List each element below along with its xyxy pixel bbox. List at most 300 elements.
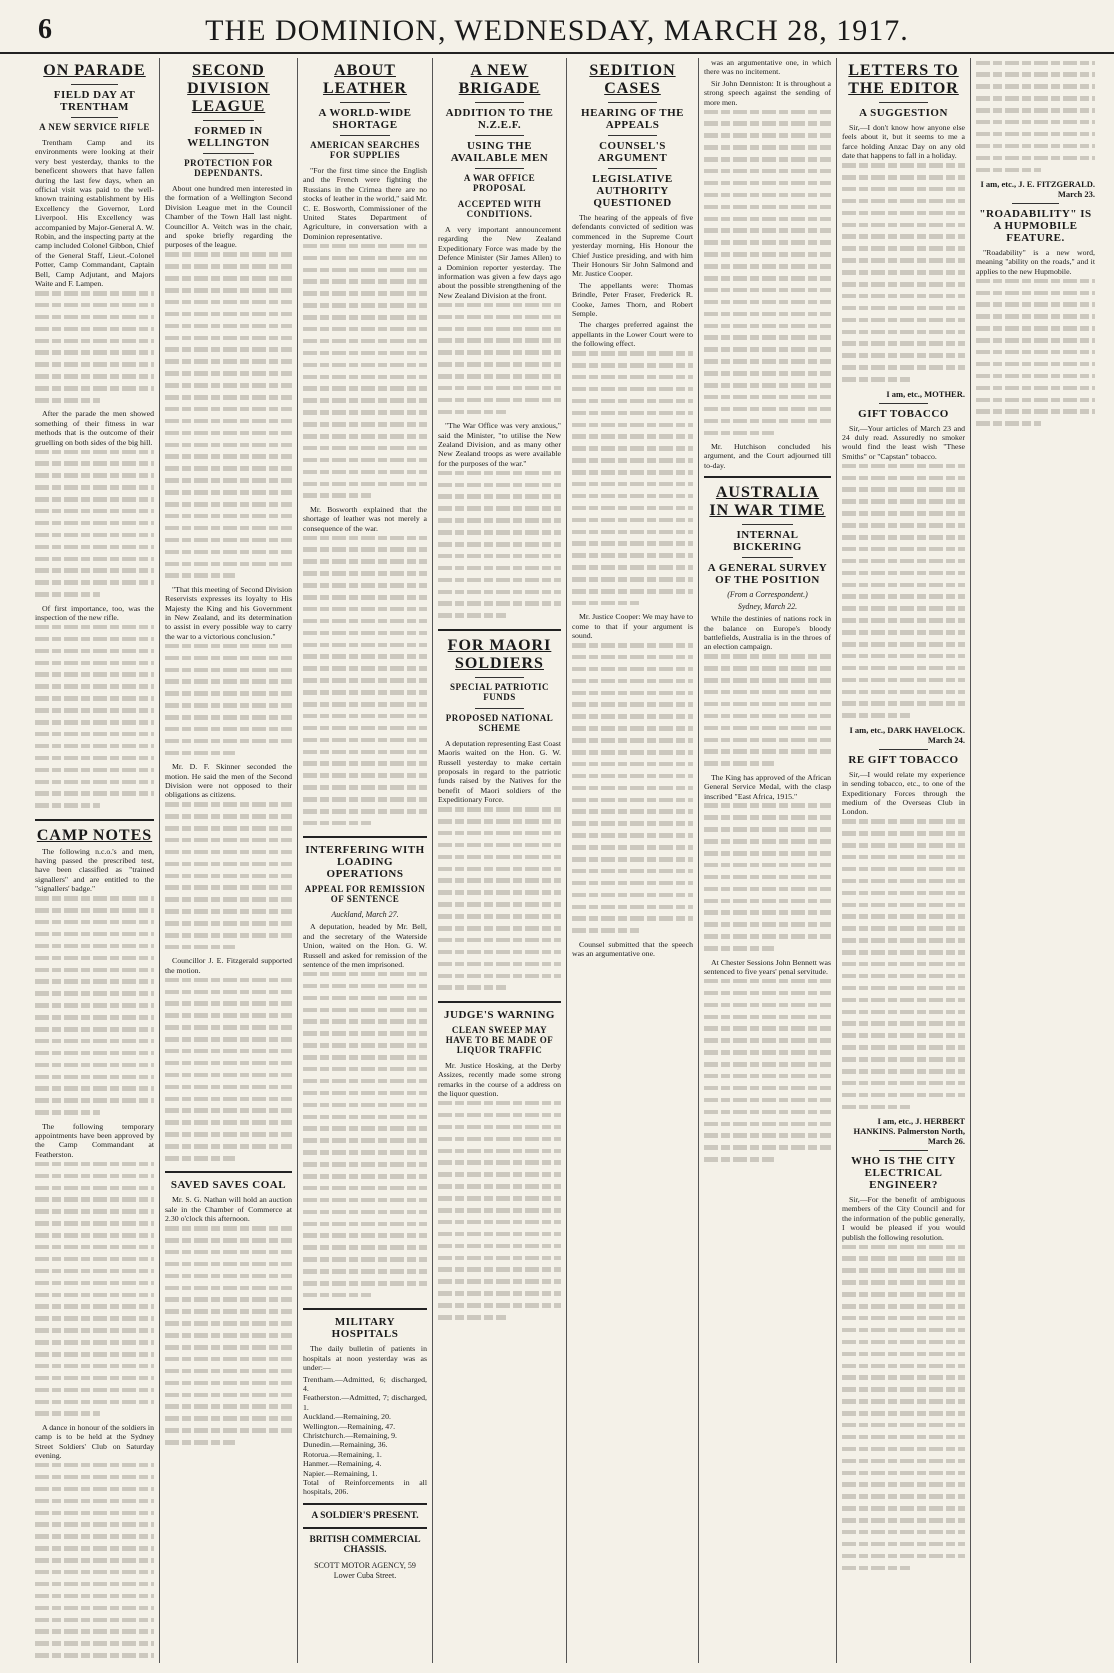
text-line-placeholder [976, 362, 1095, 371]
paragraph: "For the first time since the English and the French were fighting the Russians in the Crimea there are no stocks of leather in the world," said Mr. C. E. Bosworth, Commissioner of the United States Department of Agriculture, in conversation with a Dominion representative. [303, 166, 427, 241]
text-line-placeholder [704, 875, 831, 884]
text-filler [976, 279, 1095, 431]
text-line-placeholder [165, 921, 292, 930]
article-body [842, 1195, 965, 1575]
text-line-placeholder [165, 276, 292, 285]
text-line-placeholder [842, 353, 965, 362]
text-line-placeholder [35, 732, 154, 741]
text-line-placeholder [842, 1459, 965, 1468]
text-line-placeholder [303, 315, 427, 324]
text-line-placeholder [572, 589, 693, 598]
text-line-placeholder [165, 1321, 292, 1330]
text-line-placeholder [165, 371, 292, 380]
text-line-placeholder [572, 458, 693, 467]
page-columns [30, 58, 1100, 1663]
text-line-placeholder [438, 985, 561, 994]
text-line-placeholder [842, 1069, 965, 1078]
text-line-placeholder [303, 643, 427, 652]
text-line-placeholder [704, 690, 831, 699]
text-line-placeholder [303, 821, 427, 830]
text-line-placeholder [303, 1126, 427, 1135]
text-line-placeholder [976, 144, 1095, 153]
text-line-placeholder [35, 497, 154, 506]
text-line-placeholder [35, 625, 154, 634]
text-line-placeholder [842, 199, 965, 208]
text-line-placeholder [842, 1093, 965, 1102]
text-line-placeholder [704, 1110, 831, 1119]
text-line-placeholder [35, 1257, 154, 1266]
text-line-placeholder [704, 335, 831, 344]
text-line-placeholder [572, 809, 693, 818]
article-subhead: FORMED IN WELLINGTON [187, 125, 270, 149]
text-line-placeholder [704, 749, 831, 758]
text-line-placeholder [572, 363, 693, 372]
text-line-placeholder [35, 661, 154, 670]
text-line-placeholder [35, 1388, 154, 1397]
text-line-placeholder [976, 350, 1095, 359]
divider [608, 168, 656, 169]
page-number: 6 [38, 14, 52, 45]
text-line-placeholder [165, 933, 292, 942]
paragraph: "Roadability" is a new word, meaning "ability on the roads," and it applies to the new Hupmobile. [976, 247, 1095, 276]
article-subhead: ADDITION TO THE N.Z.E.F. [445, 107, 554, 131]
paragraph: "That this meeting of Second Division Reservists expresses its loyalty to His Majesty the King and his Government in New Zealand, and its determination to assist in every possible way to carry the war to a victorious conclusion." [165, 584, 292, 641]
text-line-placeholder [438, 530, 561, 539]
text-line-placeholder [704, 839, 831, 848]
text-line-placeholder [35, 1174, 154, 1183]
text-line-placeholder [165, 1097, 292, 1106]
text-line-placeholder [572, 869, 693, 878]
text-line-placeholder [842, 594, 965, 603]
text-line-placeholder [842, 1375, 965, 1384]
article-subhead: A NEW SERVICE RIFLE [39, 122, 150, 132]
column-6 [699, 58, 837, 1663]
text-line-placeholder [35, 1340, 154, 1349]
section-rule [303, 836, 427, 838]
divider [879, 403, 928, 404]
paragraph: Mr. Justice Cooper: We may have to come to that if your argument is sound. [572, 612, 693, 641]
text-line-placeholder [165, 252, 292, 261]
text-line-placeholder [572, 553, 693, 562]
text-line-placeholder [165, 1013, 292, 1022]
text-line-placeholder [842, 1105, 965, 1114]
text-line-placeholder [842, 487, 965, 496]
text-line-placeholder [165, 514, 292, 523]
text-line-placeholder [704, 133, 831, 142]
divider [1012, 203, 1060, 204]
text-line-placeholder [35, 362, 154, 371]
text-line-placeholder [438, 1267, 561, 1276]
text-line-placeholder [438, 410, 561, 419]
text-line-placeholder [303, 809, 427, 818]
text-line-placeholder [35, 1281, 154, 1290]
text-line-placeholder [165, 550, 292, 559]
text-line-placeholder [438, 350, 561, 359]
text-line-placeholder [35, 509, 154, 518]
article-subhead: A SUGGESTION [859, 107, 948, 119]
text-line-placeholder [842, 1411, 965, 1420]
text-line-placeholder [438, 974, 561, 983]
text-line-placeholder [35, 1027, 154, 1036]
text-line-placeholder [35, 803, 154, 812]
text-line-placeholder [303, 678, 427, 687]
paragraph: Counsel submitted that the speech was an argumentative one. [572, 939, 693, 959]
text-line-placeholder [438, 590, 561, 599]
text-line-placeholder [303, 1067, 427, 1076]
paragraph: A deputation, headed by Mr. Bell, and the secretary of the Waterside Union, waited on the Hon. G. W. Russell and asked for remission of the sentence of the men imprisoned. [303, 922, 427, 969]
text-line-placeholder [303, 410, 427, 419]
text-line-placeholder [976, 421, 1095, 430]
article-subhead: A WAR OFFICE PROPOSAL [463, 173, 536, 193]
column-7 [837, 58, 971, 1663]
article-body [572, 213, 693, 959]
text-line-placeholder [842, 1506, 965, 1515]
text-line-placeholder [438, 926, 561, 935]
text-line-placeholder [303, 714, 427, 723]
text-line-placeholder [704, 979, 831, 988]
text-line-placeholder [35, 708, 154, 717]
text-line-placeholder [842, 974, 965, 983]
text-line-placeholder [165, 691, 292, 700]
text-line-placeholder [165, 1144, 292, 1153]
text-filler [842, 819, 965, 1114]
text-line-placeholder [303, 386, 427, 395]
text-filler [842, 464, 965, 723]
paragraph: Trentham Camp and its environments were looking at their very best yesterday, thanks to the beneficent showers that have fallen during the last few days, when an official visit was paid to the well-known training establishment by His Excellency the Governor, Lord Liverpool. His Excellency was accompanied by Major-General A. W. Robin, and the inspecting party at the camp included Colonel Gibbon, Chief of the General Staff, Lieut.-Colonel Potter, Camp Commandant, Captain Bell, Camp Adjutant, and Majors Waite and F. Lampen. [35, 138, 154, 289]
text-line-placeholder [704, 1074, 831, 1083]
text-line-placeholder [303, 1091, 427, 1100]
text-line-placeholder [165, 990, 292, 999]
article-subhead: PROTECTION FOR DEPENDANTS. [184, 158, 273, 178]
text-filler [303, 244, 427, 503]
text-line-placeholder [35, 533, 154, 542]
list-item: Featherston.—Admitted, 7; discharged, 1. [303, 1393, 427, 1412]
divider [71, 117, 119, 118]
paragraph: Mr. S. G. Nathan will hold an auction sale in the Chamber of Commerce at 2.30 o'clock this afternoon. [165, 1195, 292, 1224]
paragraph: The following temporary appointments have been approved by the Camp Commandant at Featherston. [35, 1121, 154, 1159]
text-line-placeholder [165, 838, 292, 847]
article-headline: AUSTRALIA IN WAR TIME [709, 484, 826, 520]
text-line-placeholder [35, 1558, 154, 1567]
text-line-placeholder [303, 1281, 427, 1290]
text-line-placeholder [35, 1245, 154, 1254]
text-line-placeholder [842, 1010, 965, 1019]
text-line-placeholder [303, 559, 427, 568]
text-line-placeholder [35, 557, 154, 566]
divider [475, 135, 524, 136]
column-1 [30, 58, 160, 1663]
text-line-placeholder [438, 1125, 561, 1134]
text-line-placeholder [303, 363, 427, 372]
text-line-placeholder [842, 341, 965, 350]
article-body [303, 922, 427, 1302]
text-line-placeholder [438, 327, 561, 336]
article-body [842, 123, 965, 399]
text-line-placeholder [35, 1086, 154, 1095]
section-rule [438, 629, 561, 631]
text-line-placeholder [438, 902, 561, 911]
text-line-placeholder [438, 601, 561, 610]
text-line-placeholder [842, 1554, 965, 1563]
article-body [842, 770, 965, 1146]
text-line-placeholder [704, 1133, 831, 1142]
text-line-placeholder [976, 302, 1095, 311]
text-line-placeholder [35, 1582, 154, 1591]
text-line-placeholder [35, 1487, 154, 1496]
text-line-placeholder [572, 928, 693, 937]
text-line-placeholder [35, 744, 154, 753]
text-line-placeholder [842, 1447, 965, 1456]
text-filler [438, 807, 561, 995]
text-line-placeholder [35, 780, 154, 789]
text-line-placeholder [303, 1079, 427, 1088]
text-filler [35, 625, 154, 813]
section-rule [438, 1001, 561, 1003]
text-line-placeholder [35, 1629, 154, 1638]
text-line-placeholder [842, 819, 965, 828]
text-line-placeholder [35, 1522, 154, 1531]
text-line-placeholder [303, 1210, 427, 1219]
text-line-placeholder [842, 654, 965, 663]
text-line-placeholder [572, 905, 693, 914]
text-line-placeholder [842, 523, 965, 532]
text-line-placeholder [976, 374, 1095, 383]
text-line-placeholder [572, 774, 693, 783]
text-line-placeholder [842, 270, 965, 279]
masthead [0, 0, 1114, 54]
text-line-placeholder [438, 542, 561, 551]
text-line-placeholder [35, 374, 154, 383]
text-line-placeholder [35, 932, 154, 941]
paragraph: A deputation representing East Coast Maoris waited on the Hon. G. W. Russell yesterday to make certain proposals in regard to the patriotic funds raised by the Natives for the benefit of Maori soldiers of the Expeditionary Force. [438, 738, 561, 805]
column-8 [971, 58, 1100, 1663]
text-line-placeholder [165, 850, 292, 859]
divider [475, 677, 524, 678]
paragraph: A dance in honour of the soldiers in camp is to be held at the Sydney Street Soldiers' Club on Saturday evening. [35, 1422, 154, 1461]
text-line-placeholder [976, 61, 1095, 70]
text-line-placeholder [303, 470, 427, 479]
text-line-placeholder [842, 163, 965, 172]
text-line-placeholder [842, 701, 965, 710]
text-line-placeholder [35, 908, 154, 917]
text-line-placeholder [842, 1268, 965, 1277]
text-line-placeholder [438, 1291, 561, 1300]
letter-signature: I am, etc., DARK HAVELOCK. March 24. [849, 724, 965, 745]
paragraph: Of first importance, too, was the inspection of the new rifle. [35, 603, 154, 623]
text-line-placeholder [842, 583, 965, 592]
list-item: Hanmer.—Remaining, 4. [303, 1459, 382, 1469]
text-line-placeholder [35, 1546, 154, 1555]
text-line-placeholder [842, 926, 965, 935]
text-line-placeholder [165, 490, 292, 499]
text-line-placeholder [303, 785, 427, 794]
article-body [165, 184, 292, 1165]
text-line-placeholder [976, 84, 1095, 93]
text-line-placeholder [303, 339, 427, 348]
text-line-placeholder [842, 1494, 965, 1503]
text-line-placeholder [35, 979, 154, 988]
text-line-placeholder [35, 1098, 154, 1107]
section-rule [303, 1308, 427, 1310]
article-subhead: RE GIFT TOBACCO [848, 753, 959, 766]
article-body [842, 424, 965, 745]
text-line-placeholder [303, 398, 427, 407]
text-line-placeholder [35, 1063, 154, 1072]
text-line-placeholder [35, 1463, 154, 1472]
text-filler [165, 644, 292, 760]
text-line-placeholder [842, 330, 965, 339]
text-line-placeholder [572, 916, 693, 925]
text-line-placeholder [704, 1015, 831, 1024]
text-line-placeholder [438, 1256, 561, 1265]
text-line-placeholder [704, 145, 831, 154]
text-line-placeholder [438, 950, 561, 959]
letter-signature: I am, etc., J. HERBERT HANKINS. Palmerston North, March 26. [853, 1116, 965, 1147]
text-line-placeholder [165, 562, 292, 571]
article-body [35, 138, 154, 813]
text-line-placeholder [572, 446, 693, 455]
text-line-placeholder [303, 631, 427, 640]
text-line-placeholder [842, 499, 965, 508]
text-line-placeholder [842, 223, 965, 232]
text-line-placeholder [35, 956, 154, 965]
article-headline: A NEW BRIGADE [458, 62, 541, 97]
text-line-placeholder [303, 434, 427, 443]
text-line-placeholder [35, 968, 154, 977]
text-line-placeholder [842, 1352, 965, 1361]
text-line-placeholder [35, 1209, 154, 1218]
text-line-placeholder [842, 690, 965, 699]
text-line-placeholder [35, 791, 154, 800]
text-line-placeholder [303, 1008, 427, 1017]
article-subhead: COUNSEL'S ARGUMENT [597, 140, 668, 164]
text-line-placeholder [35, 1570, 154, 1579]
text-line-placeholder [303, 702, 427, 711]
text-line-placeholder [35, 327, 154, 336]
paragraph: About one hundred men interested in the formation of a Wellington Second Division League met in the Council Chamber of the Town Hall last night. Councillor A. Veitch was in the chair, and spoke briefly regarding the purposes of the league. [165, 184, 292, 250]
text-line-placeholder [704, 1050, 831, 1059]
text-line-placeholder [165, 1274, 292, 1283]
paragraph: Sir John Denniston: It is throughout a strong speech against the sending of more men. [704, 78, 831, 107]
paragraph: The appellants were: Thomas Brindle, Peter Fraser, Frederick R. Cooke, James Thorn, and Robert Semple. [572, 280, 693, 319]
text-line-placeholder [165, 885, 292, 894]
text-line-placeholder [303, 1019, 427, 1028]
text-line-placeholder [35, 756, 154, 765]
text-line-placeholder [165, 383, 292, 392]
text-line-placeholder [842, 1316, 965, 1325]
text-line-placeholder [704, 1157, 831, 1166]
section-rule [303, 1503, 427, 1505]
article-body [35, 847, 154, 1663]
advertisement: BRITISH COMMERCIAL CHASSIS. [309, 1534, 421, 1555]
text-line-placeholder [704, 702, 831, 711]
article-subhead: INTERNAL BICKERING [733, 529, 802, 554]
text-line-placeholder [35, 991, 154, 1000]
text-line-placeholder [704, 678, 831, 687]
text-line-placeholder [976, 96, 1095, 105]
article-subhead: ACCEPTED WITH CONDITIONS. [457, 199, 542, 219]
text-line-placeholder [704, 383, 831, 392]
text-line-placeholder [165, 802, 292, 811]
text-line-placeholder [704, 1098, 831, 1107]
article-subhead: GIFT TOBACCO [858, 407, 949, 420]
text-line-placeholder [842, 306, 965, 315]
text-line-placeholder [165, 1061, 292, 1070]
text-line-placeholder [35, 1653, 154, 1662]
text-line-placeholder [35, 672, 154, 681]
text-filler [572, 643, 693, 938]
article-body [704, 614, 831, 1166]
text-line-placeholder [842, 1435, 965, 1444]
text-line-placeholder [303, 1257, 427, 1266]
text-line-placeholder [704, 714, 831, 723]
text-line-placeholder [35, 1039, 154, 1048]
text-line-placeholder [438, 867, 561, 876]
text-line-placeholder [165, 644, 292, 653]
text-line-placeholder [35, 1328, 154, 1337]
text-line-placeholder [976, 168, 1095, 177]
text-line-placeholder [35, 1221, 154, 1230]
text-line-placeholder [438, 1220, 561, 1229]
text-line-placeholder [842, 1280, 965, 1289]
article-body [438, 739, 561, 995]
letter-signature: I am, etc., MOTHER. [886, 388, 965, 399]
text-line-placeholder [704, 110, 831, 119]
text-line-placeholder [704, 1026, 831, 1035]
text-line-placeholder [976, 409, 1095, 418]
text-line-placeholder [976, 72, 1095, 81]
section-rule [704, 476, 831, 478]
text-filler [303, 972, 427, 1302]
text-line-placeholder [572, 643, 693, 652]
text-line-placeholder [842, 464, 965, 473]
text-line-placeholder [704, 276, 831, 285]
list-item: Total of Reinforcements in all hospitals, 206. [303, 1477, 427, 1497]
text-line-placeholder [572, 375, 693, 384]
text-line-placeholder [35, 1015, 154, 1024]
text-line-placeholder [438, 1137, 561, 1146]
text-line-placeholder [572, 881, 693, 890]
text-line-placeholder [842, 234, 965, 243]
text-line-placeholder [35, 398, 154, 407]
list-item: Auckland.—Remaining, 20. [303, 1412, 391, 1422]
paragraph: A very important announcement regarding the New Zealand Expeditionary Force was made by the Defence Minister (Sir James Allen) to a Dominion reporter yesterday. The information was given a few days ago about the possible strengthening of the New Zealand Division at the front. [438, 225, 561, 300]
text-line-placeholder [165, 1357, 292, 1366]
text-line-placeholder [165, 897, 292, 906]
text-line-placeholder [35, 1197, 154, 1206]
text-line-placeholder [704, 193, 831, 202]
text-line-placeholder [35, 1641, 154, 1650]
text-line-placeholder [35, 1364, 154, 1373]
paragraph: Sir,—For the benefit of ambiguous members of the City Council and for the information of the public generally, I would be pleased if you would publish the following resolution. [842, 1195, 965, 1242]
text-line-placeholder [35, 580, 154, 589]
article-body [165, 1195, 292, 1449]
text-filler [842, 1245, 965, 1575]
text-line-placeholder [165, 1416, 292, 1425]
text-line-placeholder [438, 1113, 561, 1122]
text-line-placeholder [704, 431, 831, 440]
divider [340, 135, 390, 136]
text-line-placeholder [704, 1062, 831, 1071]
text-line-placeholder [842, 1292, 965, 1301]
text-line-placeholder [976, 386, 1095, 395]
text-filler [572, 351, 693, 610]
text-line-placeholder [303, 654, 427, 663]
text-line-placeholder [704, 288, 831, 297]
text-line-placeholder [842, 511, 965, 520]
text-line-placeholder [438, 1208, 561, 1217]
paragraph: Mr. Bosworth explained that the shortage of leather was not merely a consequence of the war. [303, 504, 427, 533]
